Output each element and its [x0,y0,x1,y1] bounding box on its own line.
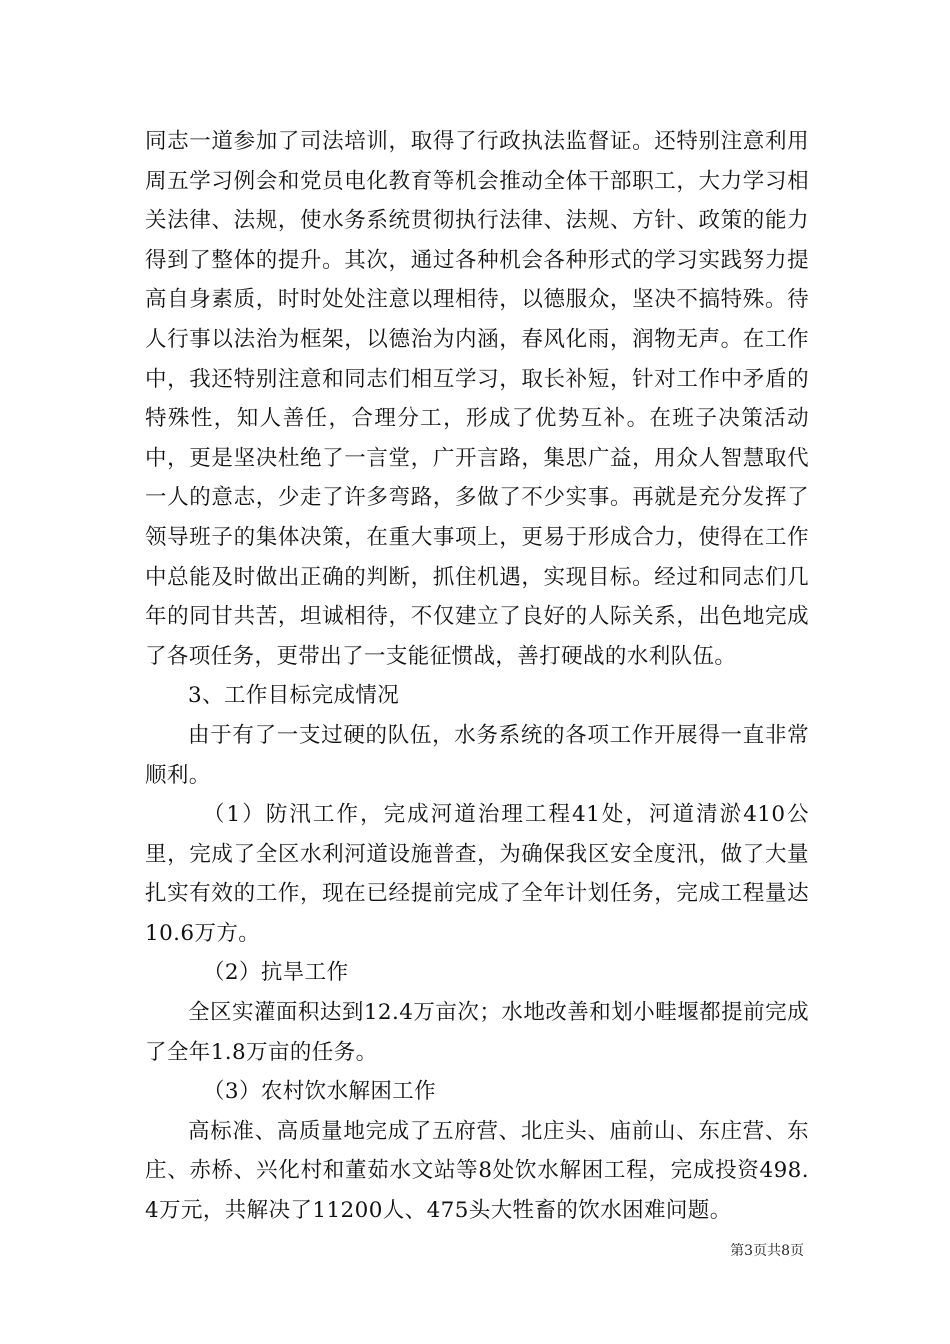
paragraph-rural-drinking-water: 高标准、高质量地完成了五府营、北庄头、庙前山、东庄营、东庄、赤桥、兴化村和董茹水文站等8处饮水解困工程，完成投资498.4万元，共解决了11200人、475头大牲畜的饮水困难问题。 [145,1118,809,1224]
paragraph-team-overview: 由于有了一支过硬的队伍，水务系统的各项工作开展得一直非常顺利。 [145,722,809,788]
section-heading-work-goals: 3、工作目标完成情况 [188,683,400,709]
paragraph-drought-relief: 全区实灌面积达到12.4万亩次；水地改善和划小畦堰都提前完成了全年1.8万亩的任务。 [145,1000,809,1065]
sub-heading-rural-drinking-water: （3）农村饮水解困工作 [203,1079,437,1105]
document-body [145,122,809,1231]
paragraph-flood-control: （1）防汛工作，完成河道治理工程41处，河道清淤410公里，完成了全区水利河道设施普查，为确保我区安全度汛，做了大量扎实有效的工作，现在已经提前完成了全年计划任务，完成工程量达10.6万方。 [145,802,809,946]
paragraph-legal-training: 同志一道参加了司法培训，取得了行政执法监督证。还特别注意利用周五学习例会和党员电化教育等机会推动全体干部职工，大力学习相关法律、法规，使水务系统贯彻执行法律、法规、方针、政策的能力得到了整体的提升。其次，通过各种机会各种形式的学习实践努力提高自身素质，时时处处注意以理相待，以德服众，坚决不搞特殊。待人行事以法治为框架，以德治为内涵，春风化雨，润物无声。在工作中，我还特别注意和同志们相互学习，取长补短，针对工作中矛盾的特殊性，知人善任，合理分工，形成了优势互补。在班子决策活动中，更是坚决杜绝了一言堂，广开言路，集思广益，用众人智慧取代一人的意志，少走了许多弯路，多做了不少实事。再就是充分发挥了领导班子的集体决策，在重大事项上，更易于形成合力，使得在工作中总能及时做出正确的判断，抓住机遇，实现目标。经过和同志们几年的同甘共苦，坦诚相待，不仅建立了良好的人际关系，出色地完成了各项任务，更带出了一支能征惯战，善打硬战的水利队伍。 [145,129,809,669]
sub-heading-drought-relief: （2）抗旱工作 [203,960,349,986]
page-number-footer: 第3页共8页 [730,1243,804,1259]
